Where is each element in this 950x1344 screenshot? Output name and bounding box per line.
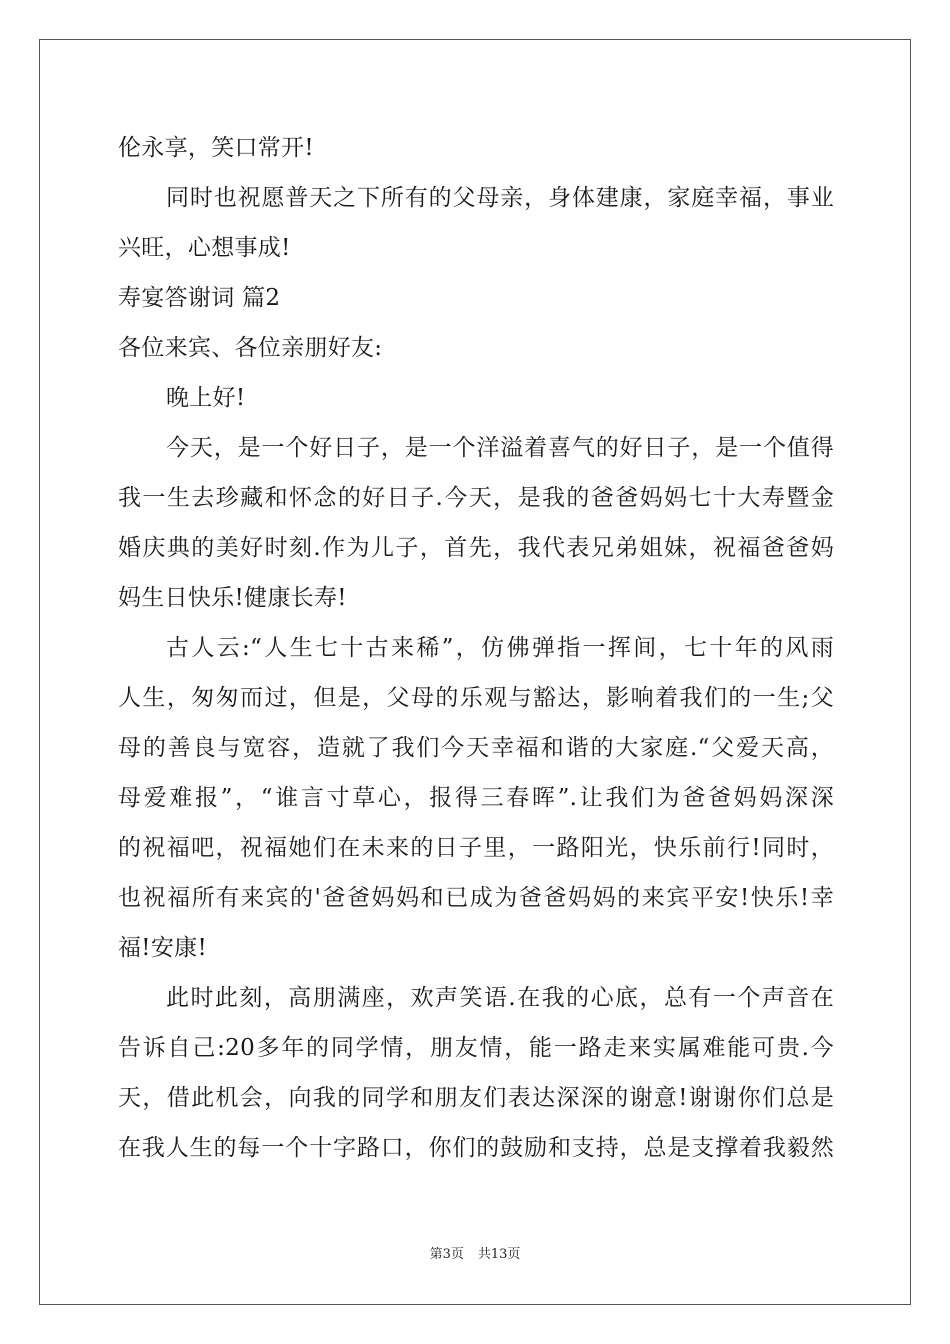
text-line: 我一生去珍藏和怀念的好日子.今天，是我的爸爸妈妈七十大寿暨金 (118, 485, 834, 511)
page-footer (0, 1247, 950, 1263)
page-total: 共13页 (477, 1247, 521, 1262)
text-line: 母的善良与宽容，造就了我们今天幸福和谐的大家庭.“父爱天高， (118, 735, 834, 761)
page-border (39, 39, 911, 1305)
text-line: 在我人生的每一个十字路口，你们的鼓励和支持，总是支撑着我毅然 (118, 1135, 834, 1161)
salutation: 各位来宾、各位亲朋好友: (118, 335, 383, 361)
text-line: 告诉自己:20多年的同学情，朋友情，能一路走来实属难能可贵.今 (118, 1035, 834, 1061)
text-line: 此时此刻，高朋满座，欢声笑语.在我的心底，总有一个声音在 (166, 985, 834, 1011)
text-line: 伦永享，笑口常开! (118, 135, 314, 161)
text-line: 妈生日快乐!健康长寿! (118, 585, 347, 611)
text-line: 天，借此机会，向我的同学和朋友们表达深深的谢意!谢谢你们总是 (118, 1085, 834, 1111)
text-line: 古人云:“人生七十古来稀”，仿佛弹指一挥间，七十年的风雨 (166, 635, 834, 661)
section-heading: 寿宴答谢词 篇2 (118, 285, 281, 311)
text-line: 今天，是一个好日子，是一个洋溢着喜气的好日子，是一个值得 (166, 435, 834, 461)
text-line: 婚庆典的美好时刻.作为儿子，首先，我代表兄弟姐妹，祝福爸爸妈 (118, 535, 834, 561)
text-line: 同时也祝愿普天之下所有的父母亲，身体建康，家庭幸福，事业 (166, 185, 834, 211)
page-number: 第3页 (429, 1247, 464, 1262)
text-line: 福!安康! (118, 935, 207, 961)
text-line: 兴旺，心想事成! (118, 235, 291, 261)
text-line: 的祝福吧，祝福她们在未来的日子里，一路阳光，快乐前行!同时， (118, 835, 834, 861)
text-line: 晚上好! (166, 385, 246, 411)
text-line: 母爱难报”，“谁言寸草心，报得三春晖”.让我们为爸爸妈妈深深 (118, 785, 834, 811)
text-line: 也祝福所有来宾的'爸爸妈妈和已成为爸爸妈妈的来宾平安!快乐!幸 (118, 885, 834, 911)
text-line: 人生，匆匆而过，但是，父母的乐观与豁达，影响着我们的一生;父 (118, 685, 834, 711)
